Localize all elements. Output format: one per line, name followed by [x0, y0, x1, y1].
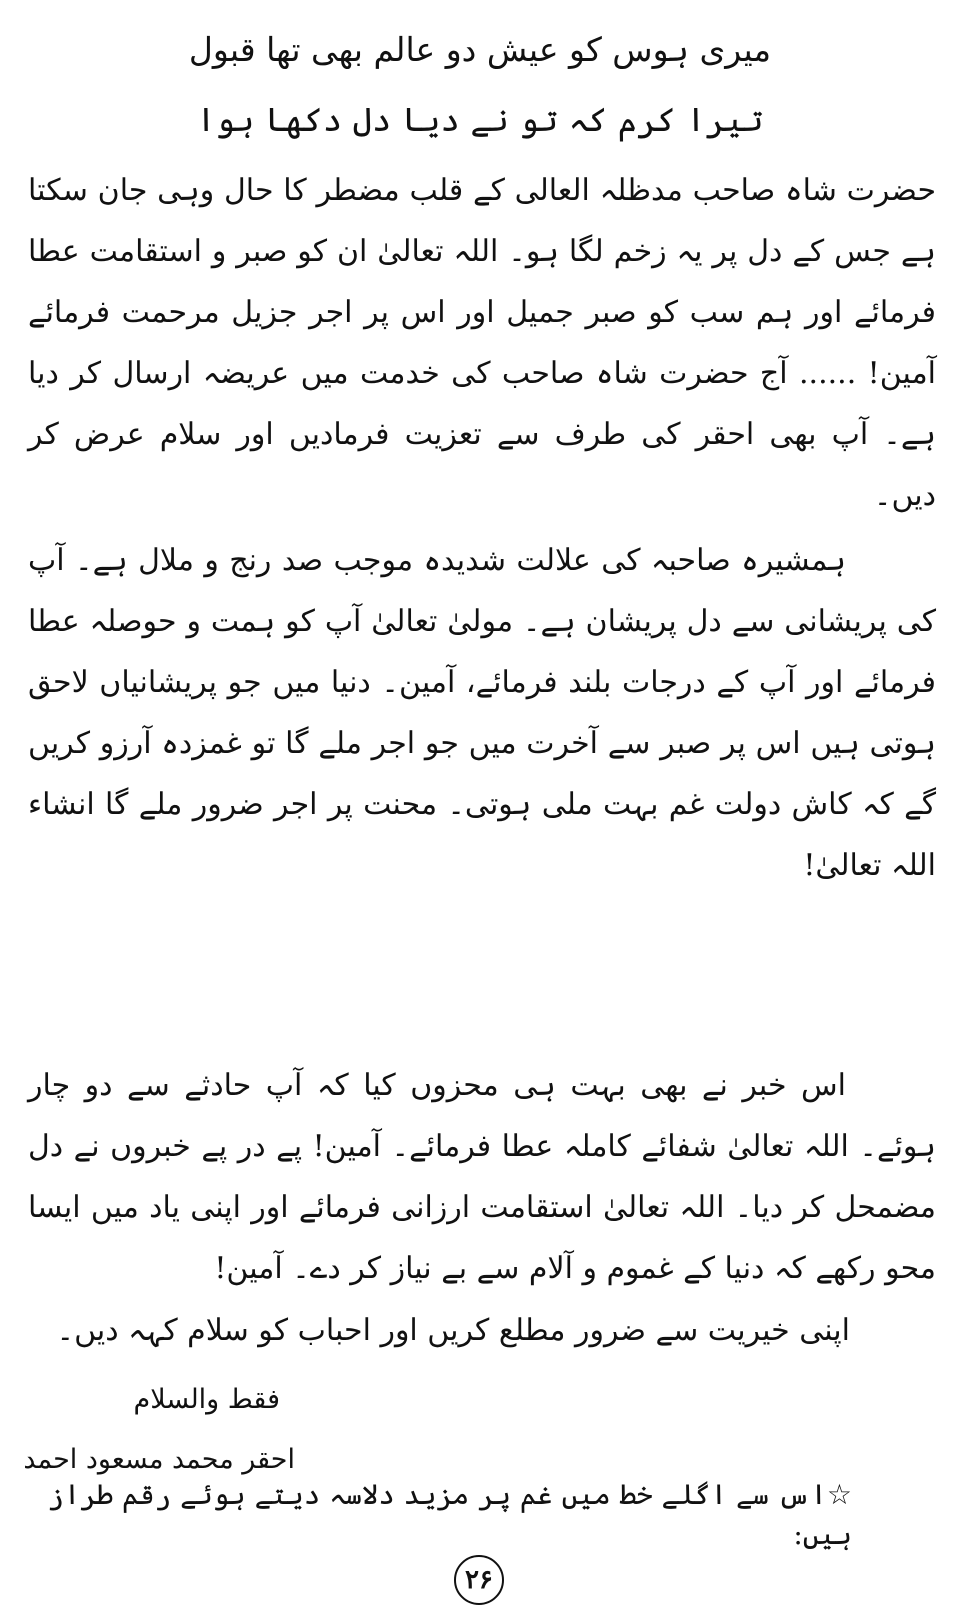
signature-name: احقر محمد مسعود احمد	[23, 1444, 295, 1475]
closing-salutation: فقط والسلام	[133, 1384, 280, 1415]
paragraph-1: حضرت شاہ صاحب مدظلہ العالی کے قلب مضطر کا حال وہی جان سکتا ہے جس کے دل پر یہ زخم لگا ہو۔ اللہ تعالیٰ ان کو صبر و استقامت عطا فرمائے اور ہم سب کو صبر جمیل اور اس پر اجر جزیل مرحمت فرمائے آمین! ...... آج حضرت شاہ صاحب کی خدمت میں عریضہ ارسال کر دیا ہے۔ آپ بھی احقر کی طرف سے تعزیت فرمادیں اور سلام عرض کر دیں۔	[28, 173, 936, 513]
couplet-line-1: میری ہوس کو عیش دو عالم بھی تھا قبول	[188, 30, 772, 69]
editor-note: ☆اس سے اگلے خط میں غم پر مزید دلاسہ دیتے ہوئے رقم طراز ہیں:	[47, 1478, 852, 1551]
couplet-line-2: تیرا کرم کہ تو نے دیا دل دکھا ہوا	[196, 100, 764, 139]
paragraph-2: ہمشیرہ صاحبہ کی علالت شدیدہ موجب صد رنج و ملال ہے۔ آپ کی پریشانی سے دل پریشان ہے۔ مولیٰ تعالیٰ آپ کو ہمت و حوصلہ عطا فرمائے اور آپ کے درجات بلند فرمائے، آمین۔ دنیا میں جو پریشانیاں لاحق ہوتی ہیں اس پر صبر سے آخرت میں جو اجر ملے گا تو غمزدہ آرزو کریں گے کہ کاش دولت غم بہت ملی ہوتی۔ محنت پر اجر ضرور ملے گا انشاء اللہ تعالیٰ!	[28, 543, 936, 883]
paragraph-3: اس خبر نے بھی بہت ہی محزوں کیا کہ آپ حادثے سے دو چار ہوئے۔ اللہ تعالیٰ شفائے کاملہ عطا فرمائے۔ آمین! پے در پے خبروں نے دل مضمحل کر دیا۔ اللہ تعالیٰ استقامت ارزانی فرمائے اور اپنی یاد میں ایسا محو رکھے کہ دنیا کے غموم و آلام سے بے نیاز کر دے۔ آمین!	[28, 1068, 936, 1286]
paragraph-4: اپنی خیریت سے ضرور مطلع کریں اور احباب کو سلام کہہ دیں۔	[56, 1313, 850, 1348]
page-number-badge: ۲۶	[454, 1555, 504, 1605]
